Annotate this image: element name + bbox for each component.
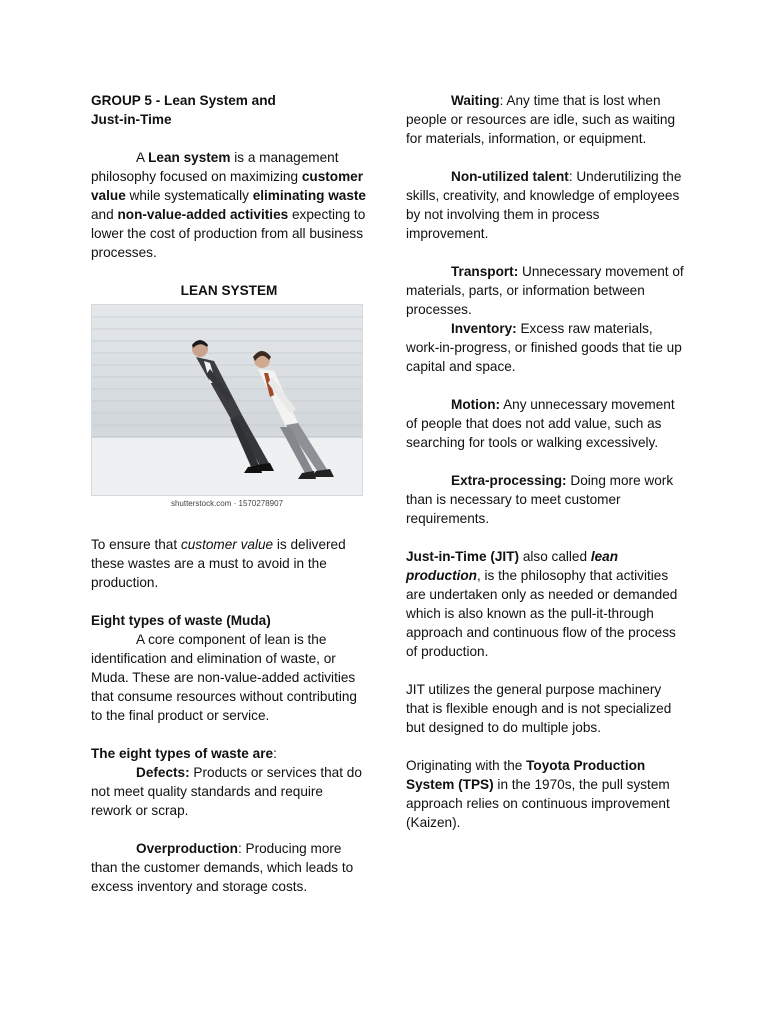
intro-bold-customer-value: customer value bbox=[91, 169, 364, 203]
tps-text: Originating with the bbox=[406, 758, 527, 773]
lean-system-heading: LEAN SYSTEM bbox=[180, 283, 278, 298]
waiting-label: Waiting bbox=[451, 93, 500, 108]
intro-text: and bbox=[91, 207, 118, 222]
title-line-2: Just-in-Time bbox=[91, 112, 172, 127]
intro-bold-lean-system: Lean system bbox=[148, 150, 231, 165]
jit-text: also called bbox=[519, 549, 591, 564]
photo-caption: shutterstock.com · 1570278907 bbox=[170, 499, 284, 508]
inventory-label: Inventory: bbox=[451, 321, 517, 336]
talent-text: : Underutilizing the skills, creativity, and knowledge of employees by not involving them in process improvement. bbox=[406, 169, 682, 241]
intro-text: is a management philosophy focused on maximizing bbox=[91, 150, 339, 184]
motion-label: Motion: bbox=[451, 397, 501, 412]
types-heading bbox=[91, 744, 367, 763]
extra-processing-text: Doing more work than is necessary to meet customer requirements. bbox=[406, 473, 674, 526]
motion-text: Any unnecessary movement of people that does not add value, such as searching for tools or walking excessively. bbox=[406, 397, 675, 450]
overproduction-text: : Producing more than the customer demands, which leads to excess inventory and storage costs. bbox=[91, 841, 354, 894]
waste-defects bbox=[91, 763, 367, 820]
waste-overproduction bbox=[91, 839, 367, 896]
jit-paragraph bbox=[406, 547, 684, 661]
types-heading-colon: : bbox=[273, 746, 277, 761]
ensure-text: To ensure that bbox=[91, 537, 181, 552]
right-column bbox=[406, 91, 684, 832]
jit-bold-italic-lean-production: lean production bbox=[406, 549, 619, 583]
transport-label: Transport: bbox=[451, 264, 519, 279]
overproduction-label: Overproduction bbox=[136, 841, 238, 856]
intro-bold-eliminating-waste: eliminating waste bbox=[252, 188, 366, 203]
tps-text: in the 1970s, the pull system approach relies on continuous improvement (Kaizen). bbox=[406, 777, 670, 830]
jit-bold-term: Just-in-Time (JIT) bbox=[406, 549, 520, 564]
jit-machinery-paragraph: JIT utilizes the general purpose machinery that is flexible enough and is not specialized but designed to do multiple jobs. bbox=[406, 682, 672, 735]
document-title bbox=[91, 91, 367, 129]
ensure-italic-customer-value: customer value bbox=[180, 537, 274, 552]
ensure-text: is delivered these wastes are a must to avoid in the production. bbox=[91, 537, 346, 590]
transport-text: Unnecessary movement of materials, parts, or information between processes. bbox=[406, 264, 684, 317]
tps-paragraph bbox=[406, 756, 684, 832]
waste-non-utilized-talent bbox=[406, 167, 684, 243]
intro-text: while systematically bbox=[125, 188, 253, 203]
waste-motion bbox=[406, 395, 684, 452]
intro-text: A bbox=[136, 150, 149, 165]
extra-processing-label: Extra-processing: bbox=[451, 473, 567, 488]
muda-heading: Eight types of waste (Muda) bbox=[91, 613, 271, 628]
left-column bbox=[91, 91, 367, 896]
types-heading-text: The eight types of waste are bbox=[91, 746, 274, 761]
defects-label: Defects: bbox=[136, 765, 190, 780]
lean-system-photo bbox=[91, 304, 363, 509]
intro-bold-non-value-added: non-value-added activities bbox=[117, 207, 289, 222]
title-line-1: GROUP 5 - Lean System and bbox=[91, 93, 276, 108]
defects-text: Products or services that do not meet quality standards and require rework or scrap. bbox=[91, 765, 362, 818]
talent-label: Non-utilized talent bbox=[451, 169, 569, 184]
waste-extra-processing bbox=[406, 471, 684, 528]
waiting-text: : Any time that is lost when people or resources are idle, such as waiting for materials, information, or equipment. bbox=[406, 93, 676, 146]
jit-text: , is the philosophy that activities are undertaken only as needed or demanded which is also known as the pull-it-through approach and continuous flow of the process of production. bbox=[406, 568, 678, 659]
leaning-businessmen-image bbox=[91, 304, 363, 496]
tps-bold-term: Toyota Production System (TPS) bbox=[406, 758, 646, 792]
waste-inventory bbox=[406, 319, 684, 376]
intro-paragraph bbox=[91, 148, 367, 262]
inventory-text: Excess raw materials, work-in-progress, or finished goods that tie up capital and space. bbox=[406, 321, 682, 374]
muda-paragraph: A core component of lean is the identification and elimination of waste, or Muda. These are non-value-added activities that consume resources without contributing to the final product or service. bbox=[91, 632, 357, 723]
waste-transport bbox=[406, 262, 684, 319]
waste-waiting bbox=[406, 91, 684, 148]
intro-text: expecting to lower the cost of production from all business processes. bbox=[91, 207, 366, 260]
ensure-paragraph bbox=[91, 535, 367, 592]
